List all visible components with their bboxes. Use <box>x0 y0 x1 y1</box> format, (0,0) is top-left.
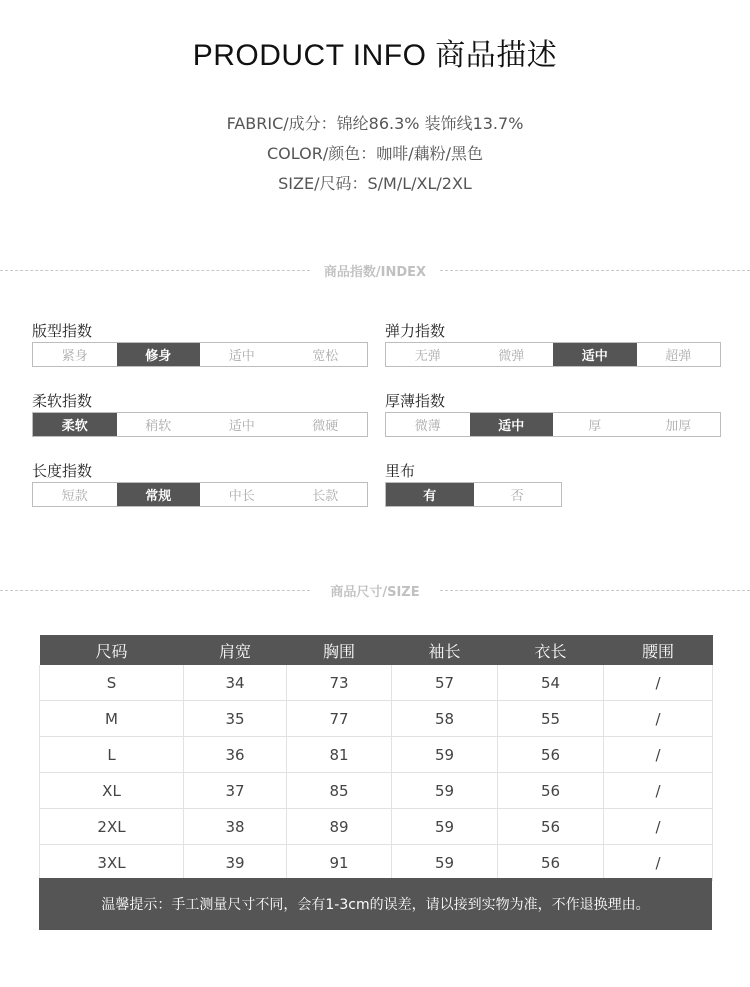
size-table-header <box>40 635 713 665</box>
table-cell: 55 <box>498 701 604 737</box>
index-option: 超弹 <box>665 349 692 364</box>
table-cell: S <box>40 665 184 701</box>
index-group-title: 弹力指数 <box>385 322 446 340</box>
table-cell: 59 <box>392 737 498 773</box>
size-divider <box>0 581 750 601</box>
table-cell: 73 <box>287 665 392 701</box>
size-column-header: 腰围 <box>604 635 713 665</box>
index-group-title: 版型指数 <box>32 322 93 340</box>
measurement-tip: 温馨提示：手工测量尺寸不同，会有1-3cm的误差，请以接到实物为准，不作退换理由。 <box>39 878 712 930</box>
table-cell: 59 <box>392 809 498 845</box>
table-cell: 81 <box>287 737 392 773</box>
size-column-header: 胸围 <box>287 635 392 665</box>
table-row <box>40 665 713 701</box>
index-option: 无弹 <box>414 349 441 364</box>
table-cell: L <box>40 737 184 773</box>
table-cell: 85 <box>287 773 392 809</box>
table-row <box>40 845 713 881</box>
index-option: 微硬 <box>312 419 339 434</box>
index-scale <box>32 482 368 507</box>
index-option: 宽松 <box>312 349 339 364</box>
index-group-title: 长度指数 <box>32 462 93 480</box>
table-cell: 54 <box>498 665 604 701</box>
table-cell: 59 <box>392 773 498 809</box>
table-row <box>40 773 713 809</box>
index-option: 加厚 <box>665 419 692 434</box>
table-cell: 56 <box>498 737 604 773</box>
index-option: 适中 <box>228 419 255 434</box>
size-column-header: 袖长 <box>392 635 498 665</box>
index-option: 适中 <box>228 349 255 364</box>
index-option: 紧身 <box>61 349 88 364</box>
index-option-selected: 修身 <box>117 343 201 366</box>
index-option-selected: 常规 <box>117 483 201 506</box>
index-option: 长款 <box>312 489 339 504</box>
table-cell: 38 <box>184 809 287 845</box>
index-group-title: 柔软指数 <box>32 392 93 410</box>
table-cell: 39 <box>184 845 287 881</box>
index-option: 微弹 <box>498 349 525 364</box>
table-cell: / <box>604 737 713 773</box>
table-cell: 89 <box>287 809 392 845</box>
table-cell: 2XL <box>40 809 184 845</box>
index-option-selected: 柔软 <box>33 413 117 436</box>
size-section-label: 商品尺寸/SIZE <box>320 585 429 600</box>
table-cell: / <box>604 845 713 881</box>
size-info: SIZE/尺码：S/M/L/XL/2XL <box>278 174 472 193</box>
index-group-title: 里布 <box>385 462 416 480</box>
index-option: 稍软 <box>145 419 172 434</box>
index-option-selected: 适中 <box>470 413 554 436</box>
table-cell: 56 <box>498 773 604 809</box>
table-cell: XL <box>40 773 184 809</box>
table-cell: 57 <box>392 665 498 701</box>
table-cell: 58 <box>392 701 498 737</box>
table-row <box>40 737 713 773</box>
table-cell: 37 <box>184 773 287 809</box>
table-cell: 56 <box>498 845 604 881</box>
index-scale <box>385 482 562 507</box>
size-column-header: 肩宽 <box>184 635 287 665</box>
table-cell: M <box>40 701 184 737</box>
fabric-info: FABRIC/成分：锦纶86.3% 装饰线13.7% <box>226 114 524 133</box>
index-option: 短款 <box>61 489 88 504</box>
index-scale <box>385 412 721 437</box>
size-column-header: 尺码 <box>40 635 184 665</box>
index-option: 否 <box>510 489 524 504</box>
table-cell: 36 <box>184 737 287 773</box>
size-column-header: 衣长 <box>498 635 604 665</box>
index-scale <box>32 412 368 437</box>
index-option-selected: 有 <box>386 483 474 506</box>
table-cell: 35 <box>184 701 287 737</box>
index-divider <box>0 261 750 281</box>
index-group-title: 厚薄指数 <box>385 392 446 410</box>
page-title: PRODUCT INFO 商品描述 <box>192 39 558 72</box>
index-option-selected: 适中 <box>553 343 637 366</box>
index-option: 厚 <box>588 419 602 434</box>
color-info: COLOR/颜色：咖啡/藕粉/黑色 <box>267 144 483 163</box>
table-cell: 59 <box>392 845 498 881</box>
table-cell: 3XL <box>40 845 184 881</box>
index-option: 中长 <box>228 489 255 504</box>
index-section-label: 商品指数/INDEX <box>314 265 436 280</box>
table-cell: 56 <box>498 809 604 845</box>
table-row <box>40 809 713 845</box>
table-cell: / <box>604 701 713 737</box>
table-cell: / <box>604 773 713 809</box>
table-row <box>40 701 713 737</box>
index-option: 微薄 <box>414 419 441 434</box>
table-cell: / <box>604 665 713 701</box>
table-cell: 77 <box>287 701 392 737</box>
table-cell: 91 <box>287 845 392 881</box>
index-scale <box>32 342 368 367</box>
index-scale <box>385 342 721 367</box>
size-table <box>39 635 713 881</box>
table-cell: / <box>604 809 713 845</box>
table-cell: 34 <box>184 665 287 701</box>
